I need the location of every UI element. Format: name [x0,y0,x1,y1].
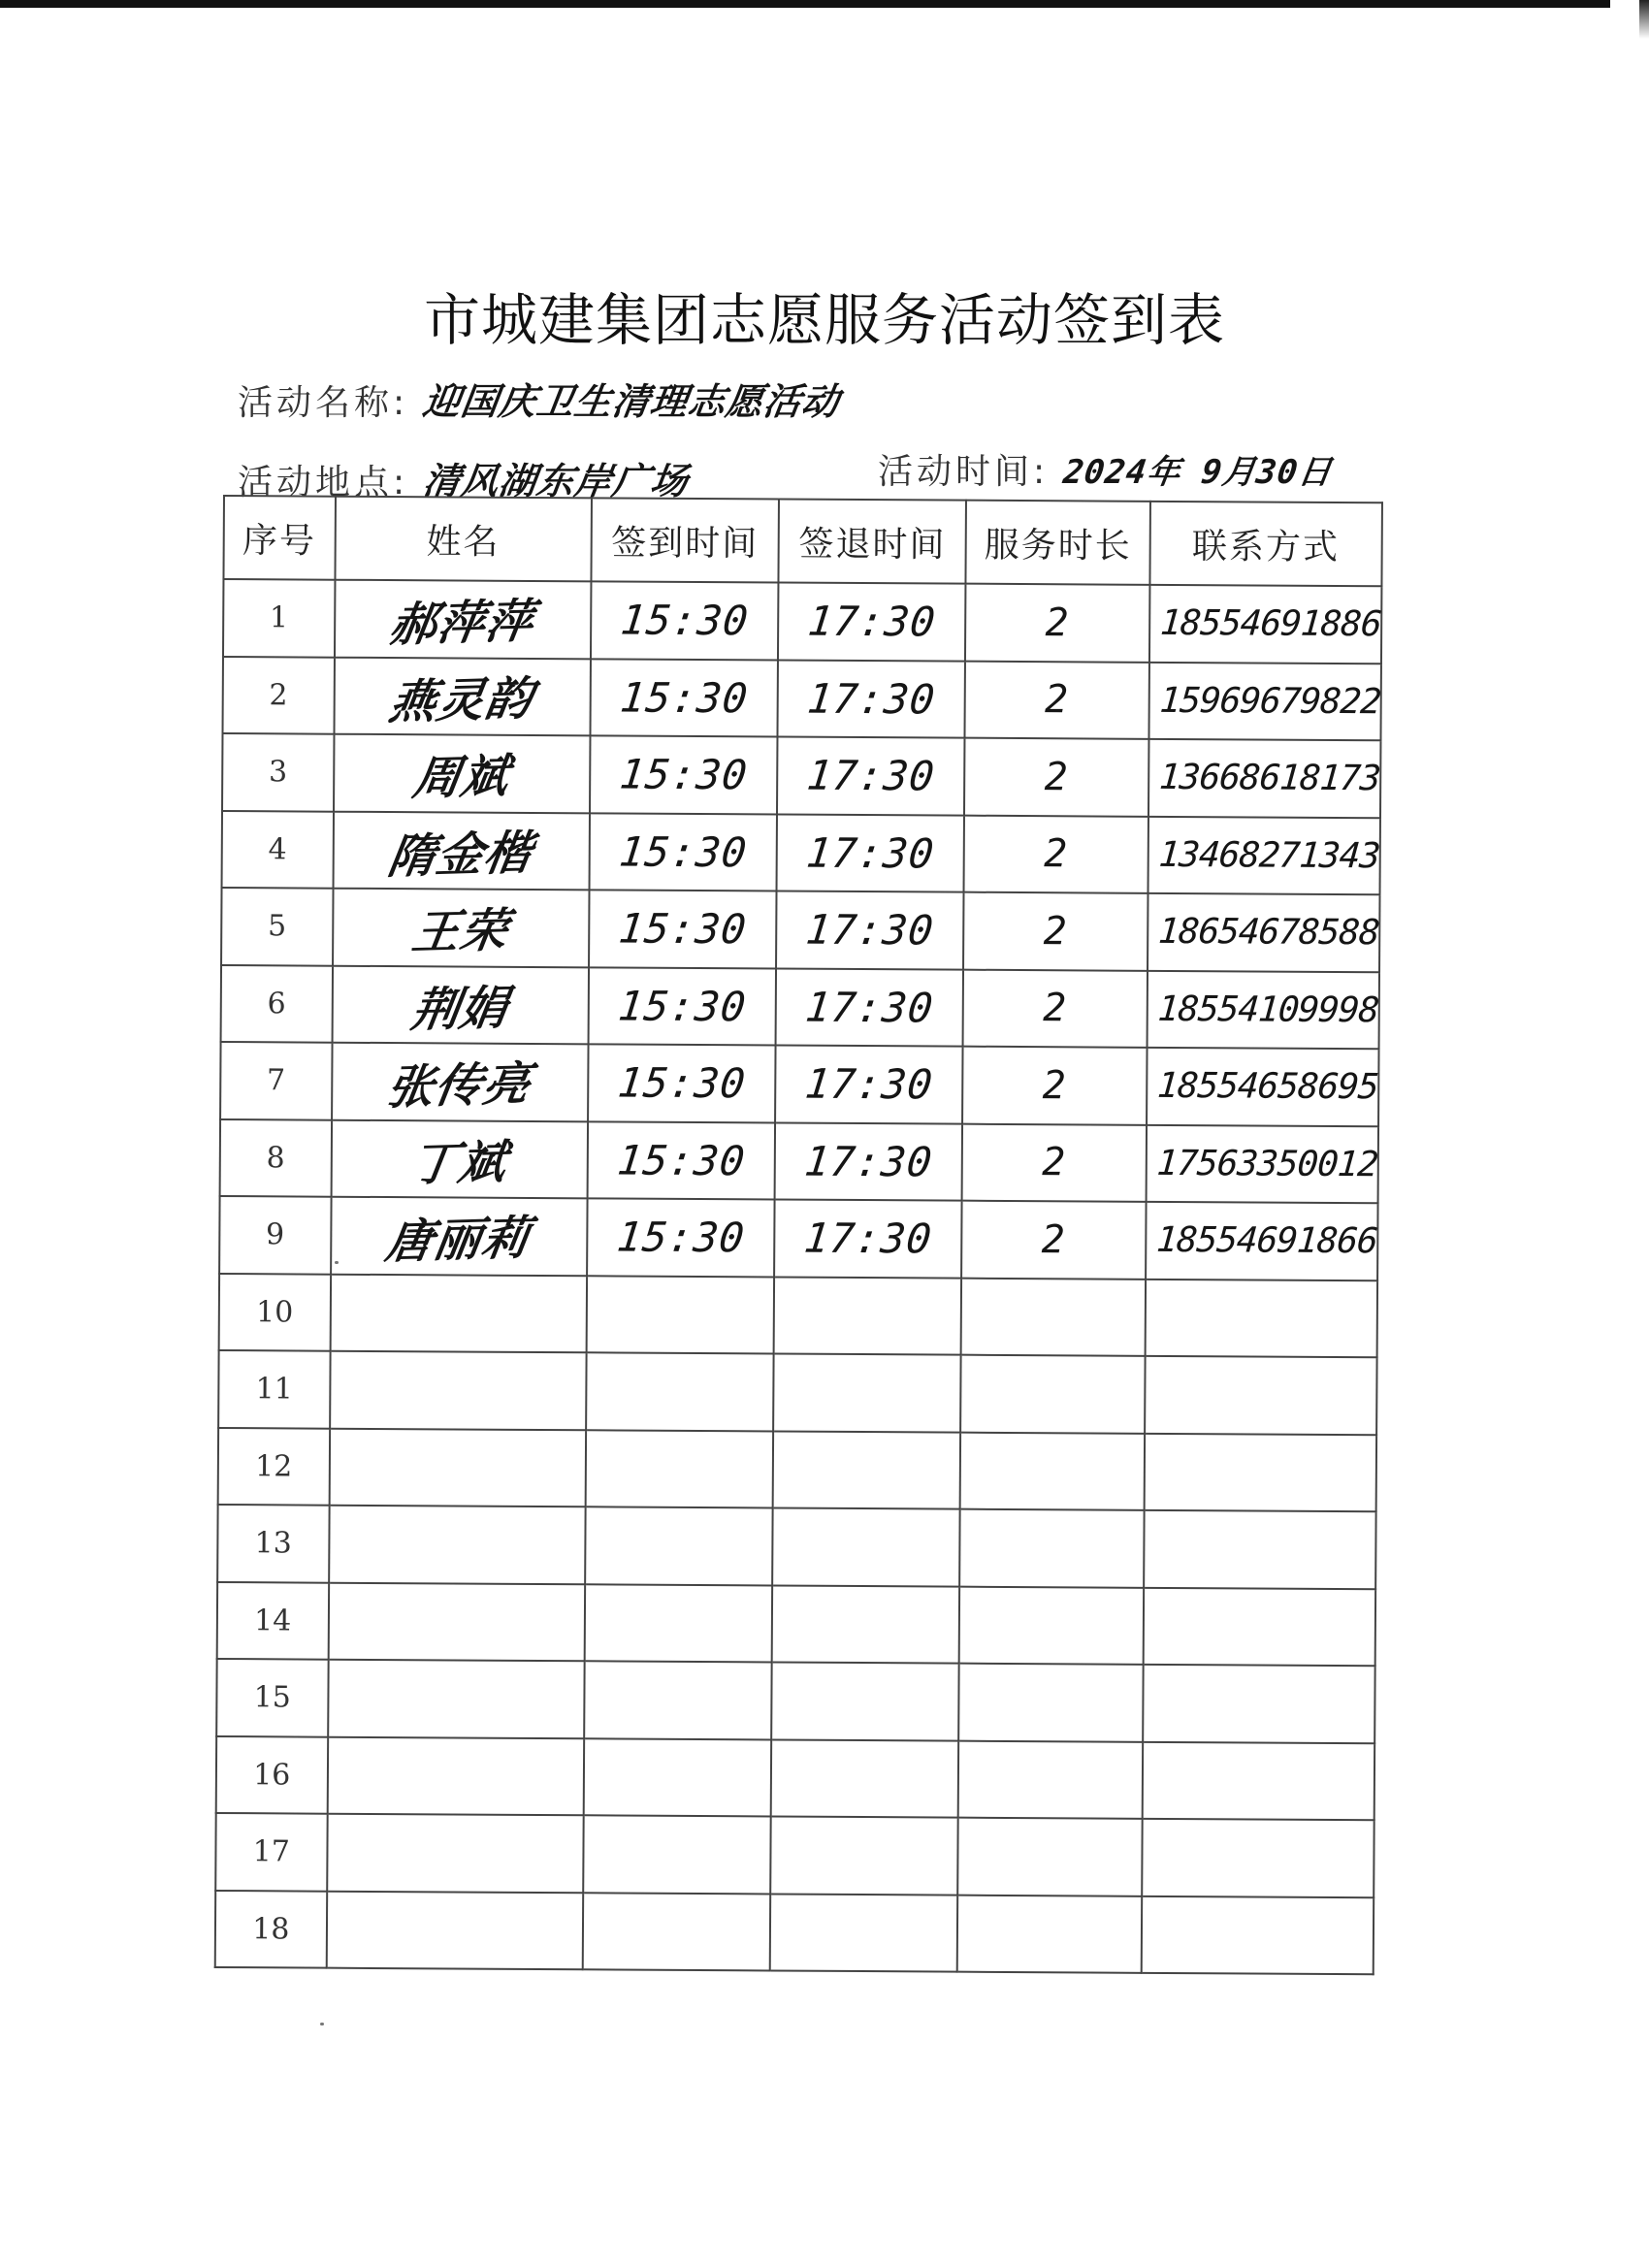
row-contact-phone-cell [1149,585,1382,664]
row-index-cell [222,733,334,811]
row-name: 唐丽莉 [382,1211,534,1270]
row-name-cell [333,811,590,890]
row-index-cell [219,1273,331,1350]
row-contact-phone-cell [1144,1510,1376,1589]
table-row [217,1505,1375,1589]
table-row [220,1118,1378,1203]
row-name: 张传亮 [383,1056,535,1116]
row-name-cell [335,580,592,659]
row-service-duration-cell [959,1586,1144,1665]
table-row [221,888,1379,972]
row-checkin-time-cell [584,1661,772,1739]
row-name-cell [328,1660,585,1738]
row-contact-phone: 18654678588 [1156,912,1380,954]
row-contact-phone: 15969679822 [1157,680,1382,723]
table-row [218,1350,1376,1435]
row-checkout-time: 17:30 [803,983,936,1032]
row-index-cell [223,579,335,657]
row-checkout-time-cell [773,1353,961,1432]
row-index: 13 [254,1526,292,1561]
row-name-cell [329,1428,586,1507]
row-name-cell [333,889,590,967]
activity-name-value: 迎国庆卫生清理志愿活动 [420,380,843,423]
header-service-duration: 服务时长 [966,501,1150,585]
row-index-cell [219,1196,331,1274]
row-contact-phone-cell [1148,662,1381,740]
table-row [215,1813,1374,1897]
row-checkout-time-cell [775,1045,963,1123]
row-name-cell [328,1582,585,1661]
row-checkin-time-cell [587,1121,775,1200]
activity-time-value: 2024年 9月30日 [1060,453,1335,492]
row-index-cell [217,1581,329,1659]
table-body [215,579,1382,1974]
row-contact-phone-cell [1142,1741,1374,1820]
row-contact-phone: 18554658695 [1155,1066,1379,1108]
activity-name-row [238,372,843,425]
row-service-duration-cell [962,1123,1147,1202]
row-name-cell [334,657,591,735]
table-row [215,1890,1374,1974]
row-checkout-time-cell [778,582,966,661]
row-name-cell [331,1119,588,1198]
row-index: 3 [268,755,288,790]
row-checkout-time-cell [774,1199,962,1278]
row-checkout-time-cell [770,1894,958,1972]
sign-in-table [214,495,1383,1975]
table-row [222,733,1380,818]
scan-speck [320,2023,324,2025]
table-row [216,1735,1374,1820]
activity-location-label: 活动地点: [238,463,409,502]
scan-edge-right [1639,0,1649,39]
row-contact-phone-cell [1145,1279,1377,1357]
table-row [222,657,1380,741]
row-contact-phone-cell [1148,816,1380,894]
table-row [221,964,1379,1049]
row-checkout-time-cell [777,814,965,892]
row-contact-phone-cell [1142,1819,1374,1897]
row-index-cell [222,811,334,889]
scan-speck [335,1261,339,1264]
row-checkin-time-cell [590,659,778,737]
row-checkout-time: 17:30 [805,674,938,724]
row-checkin-time-cell [588,967,776,1046]
row-contact-phone-cell [1146,1124,1378,1203]
row-checkin-time: 15:30 [618,596,752,645]
row-index-cell [221,964,333,1042]
row-index-cell [215,1890,327,1967]
row-checkin-time: 15:30 [616,827,750,877]
row-index: 7 [266,1063,286,1098]
header-contact: 联系方式 [1149,502,1382,586]
row-service-duration: 2 [1042,1140,1067,1185]
row-checkin-time-cell [586,1352,774,1431]
row-index: 16 [253,1757,291,1793]
row-checkin-time-cell [590,735,778,814]
row-checkout-time-cell [770,1816,958,1895]
row-contact-phone-cell [1144,1433,1376,1511]
row-checkout-time-cell [771,1662,959,1740]
row-service-duration-cell [957,1895,1142,1973]
table-header-row [223,496,1382,586]
row-checkin-time-cell [585,1430,773,1508]
row-checkout-time-cell [776,891,964,969]
row-checkin-time-cell [586,1276,774,1354]
row-service-duration: 2 [1041,1216,1066,1263]
activity-location-value: 清风湖东岸广场 [420,460,692,502]
row-checkout-time-cell [772,1585,960,1664]
row-checkout-time: 17:30 [803,905,937,955]
table-row [219,1273,1377,1357]
row-service-duration: 2 [1044,677,1070,723]
header-checkout-time: 签退时间 [779,500,967,584]
scan-edge-top [0,0,1610,8]
row-name-cell [330,1274,587,1352]
row-checkin-time-cell [591,581,779,660]
row-checkin-time-cell [583,1893,771,1971]
row-name: 燕灵韵 [385,671,537,730]
row-contact-phone-cell [1147,1048,1379,1126]
row-index-cell [215,1813,327,1891]
row-contact-phone-cell [1143,1587,1375,1666]
row-checkout-time-cell [775,1122,963,1201]
row-checkin-time-cell [588,1044,776,1122]
row-index-cell [218,1427,330,1505]
row-index: 17 [252,1834,290,1869]
header-name: 姓名 [335,497,592,582]
activity-time-row [878,444,1335,494]
row-contact-phone: 18554691886 [1158,603,1382,645]
row-checkout-time: 17:30 [802,1137,935,1186]
row-service-duration: 2 [1044,831,1069,877]
row-contact-phone: 17563350012 [1154,1143,1379,1185]
row-index-cell [221,888,333,965]
row-service-duration-cell [960,1509,1145,1588]
row-name-cell [331,1197,588,1276]
row-checkin-time: 15:30 [617,750,751,799]
row-service-duration-cell [964,738,1148,817]
row-service-duration-cell [964,815,1148,893]
row-checkin-time-cell [589,813,777,891]
row-checkin-time: 15:30 [615,982,749,1031]
row-checkin-time-cell [589,890,777,968]
row-checkin-time-cell [585,1507,773,1585]
row-checkout-time-cell [771,1739,959,1818]
row-service-duration-cell [963,892,1148,971]
row-index-cell [220,1118,332,1196]
row-contact-phone-cell [1145,1356,1377,1435]
row-service-duration-cell [962,1047,1147,1125]
row-service-duration-cell [961,1201,1146,1280]
row-service-duration-cell [959,1664,1144,1742]
table-row [218,1427,1376,1511]
row-index-cell [218,1350,330,1428]
row-service-duration: 2 [1042,1062,1067,1109]
row-name-cell [332,1043,589,1121]
row-checkout-time-cell [774,1277,962,1355]
row-checkout-time-cell [773,1431,961,1509]
row-index: 2 [269,678,288,713]
row-name-cell [326,1891,583,1969]
row-checkin-time: 15:30 [617,673,751,723]
row-contact-phone-cell [1141,1895,1374,1974]
row-index: 1 [269,600,289,635]
row-checkout-time: 17:30 [804,828,937,878]
row-index: 12 [254,1448,293,1484]
row-name: 荆娟 [407,980,512,1038]
row-index: 10 [255,1294,294,1330]
row-service-duration: 2 [1044,754,1069,800]
row-index-cell [222,657,334,734]
row-name-cell [329,1506,586,1584]
row-checkin-time-cell [587,1198,775,1277]
row-contact-phone-cell [1146,1202,1378,1280]
table-row [220,1042,1378,1126]
row-contact-phone: 13468271343 [1156,834,1381,877]
table-row [219,1196,1377,1280]
row-index-cell [220,1042,332,1119]
row-contact-phone: 18554691866 [1154,1220,1378,1262]
row-service-duration-cell [958,1818,1143,1896]
activity-name-label: 活动名称: [238,383,409,423]
row-index: 18 [252,1911,290,1947]
page-title: 市城建集团志愿服务活动签到表 [423,287,1225,353]
row-checkin-time: 15:30 [616,904,750,954]
row-name: 丁斌 [406,1134,511,1192]
row-index: 6 [267,987,286,1021]
row-service-duration: 2 [1045,599,1070,646]
row-checkin-time-cell [583,1815,771,1894]
row-checkin-time: 15:30 [614,1213,748,1262]
table-row [217,1581,1375,1666]
row-name: 周斌 [408,749,513,807]
row-checkout-time-cell [776,968,964,1047]
row-name-cell [334,734,591,813]
row-name-cell [327,1736,584,1815]
row-index: 4 [268,832,287,867]
row-contact-phone-cell [1148,893,1380,972]
row-name: 隋金楷 [384,826,536,885]
table-row [216,1659,1374,1743]
row-checkin-time-cell [585,1584,773,1663]
table-row [222,811,1380,895]
row-checkout-time: 17:30 [805,597,939,646]
row-checkout-time-cell [777,736,965,815]
row-index: 9 [265,1217,285,1252]
row-service-duration-cell [965,661,1149,739]
row-checkin-time: 15:30 [614,1136,748,1185]
row-contact-phone-cell [1148,739,1381,818]
row-service-duration-cell [960,1432,1145,1510]
row-index: 11 [255,1372,293,1407]
row-contact-phone-cell [1147,970,1379,1049]
row-index-cell [216,1659,328,1736]
row-index-cell [216,1735,328,1813]
row-checkout-time: 17:30 [801,1214,935,1263]
row-contact-phone: 18554109998 [1155,988,1380,1031]
row-checkout-time: 17:30 [802,1059,936,1109]
row-index-cell [217,1505,329,1582]
row-index: 14 [254,1603,292,1638]
header-index: 序号 [223,496,335,580]
row-name: 郝萍萍 [386,594,538,653]
activity-time-label: 活动时间: [878,452,1050,492]
row-checkin-time-cell [584,1738,772,1817]
row-name-cell [327,1814,584,1893]
row-name-cell [330,1351,587,1430]
table-row [223,579,1381,664]
row-service-duration: 2 [1043,986,1068,1031]
row-service-duration-cell [960,1355,1145,1434]
row-name: 王荣 [407,903,512,961]
row-service-duration: 2 [1043,908,1068,955]
row-contact-phone: 13668618173 [1157,758,1381,799]
row-service-duration-cell [965,584,1149,663]
row-contact-phone-cell [1143,1665,1375,1743]
row-index: 8 [266,1141,285,1176]
row-name-cell [332,965,589,1044]
row-checkout-time-cell [778,660,966,738]
row-checkin-time: 15:30 [615,1058,749,1108]
row-checkout-time-cell [772,1507,960,1586]
row-index: 5 [267,909,287,944]
row-checkout-time: 17:30 [804,751,938,800]
header-checkin-time: 签到时间 [591,498,779,582]
row-service-duration-cell [961,1278,1146,1356]
row-service-duration-cell [958,1740,1143,1819]
row-index: 15 [253,1680,291,1715]
row-service-duration-cell [963,969,1148,1048]
